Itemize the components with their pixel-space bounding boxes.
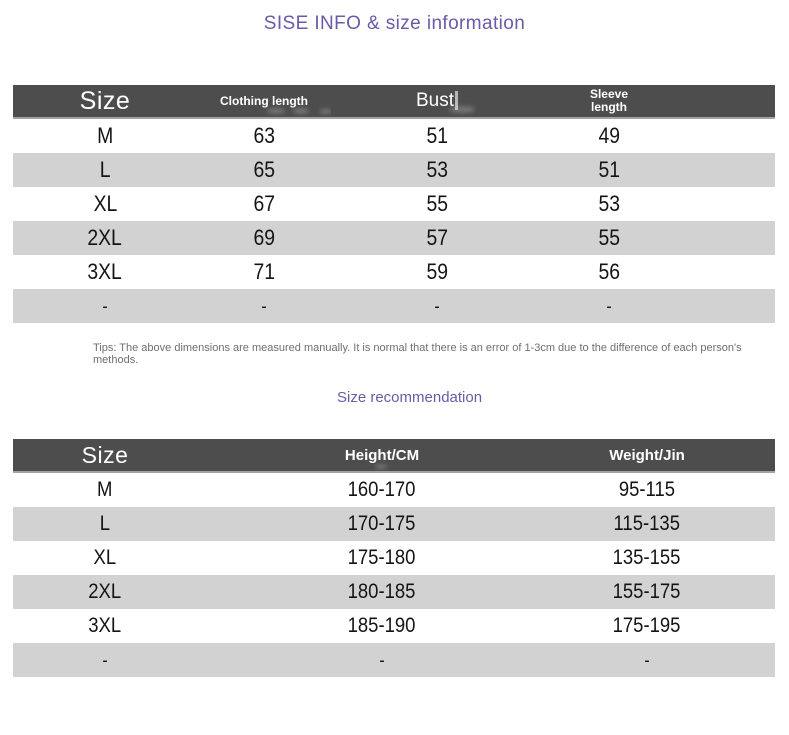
header-label: Size <box>79 86 131 115</box>
cell-value: 63 <box>253 123 275 148</box>
table-row <box>13 472 775 507</box>
sleeve-length-cell <box>543 153 675 187</box>
clothing-length-cell <box>197 221 331 255</box>
cell-value: 155-175 <box>613 580 681 603</box>
cell-value: 175-195 <box>613 614 681 637</box>
cell-value: 185-190 <box>348 614 416 637</box>
cell-value: XL <box>93 546 117 569</box>
cell-value: 71 <box>253 259 275 284</box>
watermark-smudge <box>267 108 285 114</box>
cell-value: XL <box>93 191 117 216</box>
header-label: Height/CM <box>344 446 420 464</box>
cell-value: 2XL <box>87 225 123 250</box>
watermark-smudge <box>375 464 387 469</box>
size-cell <box>13 643 197 677</box>
page-title: SISE INFO & size information <box>263 13 526 34</box>
header-label: Bust <box>415 90 455 111</box>
size-cell <box>13 153 197 187</box>
header-size <box>13 85 197 118</box>
cell-value: 65 <box>253 157 275 182</box>
cell-value: - <box>261 295 267 316</box>
spacer-cell <box>727 643 775 677</box>
cell-value: 51 <box>598 157 620 182</box>
bust-cell <box>331 289 543 323</box>
spacer-cell <box>675 221 775 255</box>
cell-value: - <box>644 649 650 670</box>
table-row <box>13 643 775 677</box>
header-bust <box>331 85 543 118</box>
cell-value: - <box>379 649 385 670</box>
cell-value: L <box>99 157 111 182</box>
height-cell <box>197 575 567 609</box>
clothing-length-cell <box>197 153 331 187</box>
cell-value: 69 <box>253 225 275 250</box>
bust-cell <box>331 153 543 187</box>
sleeve-length-cell <box>543 187 675 221</box>
spacer-cell <box>675 118 775 153</box>
sleeve-length-cell <box>543 255 675 289</box>
size-cell <box>13 255 197 289</box>
height-cell <box>197 507 567 541</box>
spacer-cell <box>727 609 775 643</box>
cell-value: 51 <box>426 123 448 148</box>
header-spacer <box>675 85 775 118</box>
height-cell <box>197 472 567 507</box>
header-spacer <box>727 439 775 472</box>
size-cell <box>13 289 197 323</box>
size-recommendation-heading: Size recommendation <box>337 389 483 406</box>
cell-value: 55 <box>598 225 620 250</box>
bust-cell <box>331 221 543 255</box>
height-cell <box>197 643 567 677</box>
weight-cell <box>567 541 727 575</box>
table-row <box>13 187 775 221</box>
spacer-cell <box>675 255 775 289</box>
height-cell <box>197 609 567 643</box>
cell-value: L <box>99 512 111 535</box>
spacer-cell <box>675 153 775 187</box>
cell-value: 57 <box>426 225 448 250</box>
size-cell <box>13 507 197 541</box>
weight-cell <box>567 609 727 643</box>
header-label: Clothing length <box>220 94 308 108</box>
cell-value: 180-185 <box>348 580 416 603</box>
header-label: Sleeve length <box>589 87 629 114</box>
sleeve-length-cell <box>543 221 675 255</box>
weight-cell <box>567 472 727 507</box>
spacer-cell <box>727 507 775 541</box>
spacer-cell <box>675 187 775 221</box>
bust-cell <box>331 118 543 153</box>
cell-value: 170-175 <box>348 512 416 535</box>
clothing-length-cell <box>197 255 331 289</box>
table-row <box>13 255 775 289</box>
spacer-cell <box>727 541 775 575</box>
header-label: Weight/Jin <box>609 446 685 464</box>
cell-value: 56 <box>598 259 620 284</box>
cell-value: - <box>102 649 108 670</box>
cell-value: - <box>102 295 108 316</box>
table-row <box>13 541 775 575</box>
cell-value: - <box>434 295 440 316</box>
weight-cell <box>567 643 727 677</box>
header-weight-jin <box>567 439 727 472</box>
table-row <box>13 609 775 643</box>
size-cell <box>13 541 197 575</box>
measurement-tips-text: Tips: The above dimensions are measured manually. It is normal that there is an error of 1-3cm due to the difference of each person's methods. <box>93 342 742 366</box>
spacer-cell <box>727 575 775 609</box>
header-sleeve-length <box>543 85 675 118</box>
table-row <box>13 118 775 153</box>
text-cursor-artifact <box>455 91 458 110</box>
cell-value: 53 <box>426 157 448 182</box>
cell-value: 59 <box>426 259 448 284</box>
table-row <box>13 575 775 609</box>
size-cell <box>13 472 197 507</box>
header-label: Size <box>81 441 129 468</box>
size-cell <box>13 118 197 153</box>
recommendation-header-row <box>13 439 775 472</box>
watermark-smudge <box>293 108 309 114</box>
size-cell <box>13 609 197 643</box>
size-recommendation-table <box>13 439 775 677</box>
header-clothing-length <box>197 85 331 118</box>
cell-value: - <box>606 295 612 316</box>
size-cell <box>13 187 197 221</box>
height-cell <box>197 541 567 575</box>
cell-value: 67 <box>253 191 275 216</box>
cell-value: 55 <box>426 191 448 216</box>
cell-value: M <box>97 478 113 501</box>
header-height-cm <box>197 439 567 472</box>
cell-value: 160-170 <box>348 478 416 501</box>
table-row <box>13 153 775 187</box>
spacer-cell <box>727 472 775 507</box>
size-cell <box>13 575 197 609</box>
sleeve-length-cell <box>543 289 675 323</box>
spacer-cell <box>675 289 775 323</box>
clothing-length-cell <box>197 187 331 221</box>
cell-value: 135-155 <box>613 546 681 569</box>
table-row <box>13 221 775 255</box>
clothing-length-cell <box>197 118 331 153</box>
size-info-header-row <box>13 85 775 118</box>
table-row <box>13 507 775 541</box>
header-size <box>13 439 197 472</box>
size-cell <box>13 221 197 255</box>
cell-value: 3XL <box>88 614 122 637</box>
cell-value: 175-180 <box>348 546 416 569</box>
sleeve-length-cell <box>543 118 675 153</box>
cell-value: 95-115 <box>618 478 676 501</box>
cell-value: 49 <box>598 123 620 148</box>
cell-value: M <box>96 123 114 148</box>
clothing-length-cell <box>197 289 331 323</box>
cell-value: 3XL <box>87 259 123 284</box>
weight-cell <box>567 507 727 541</box>
bust-cell <box>331 187 543 221</box>
table-row <box>13 289 775 323</box>
bust-cell <box>331 255 543 289</box>
cell-value: 2XL <box>88 580 122 603</box>
size-info-table <box>13 85 775 323</box>
weight-cell <box>567 575 727 609</box>
cell-value: 115-135 <box>613 512 681 535</box>
cell-value: 53 <box>598 191 620 216</box>
